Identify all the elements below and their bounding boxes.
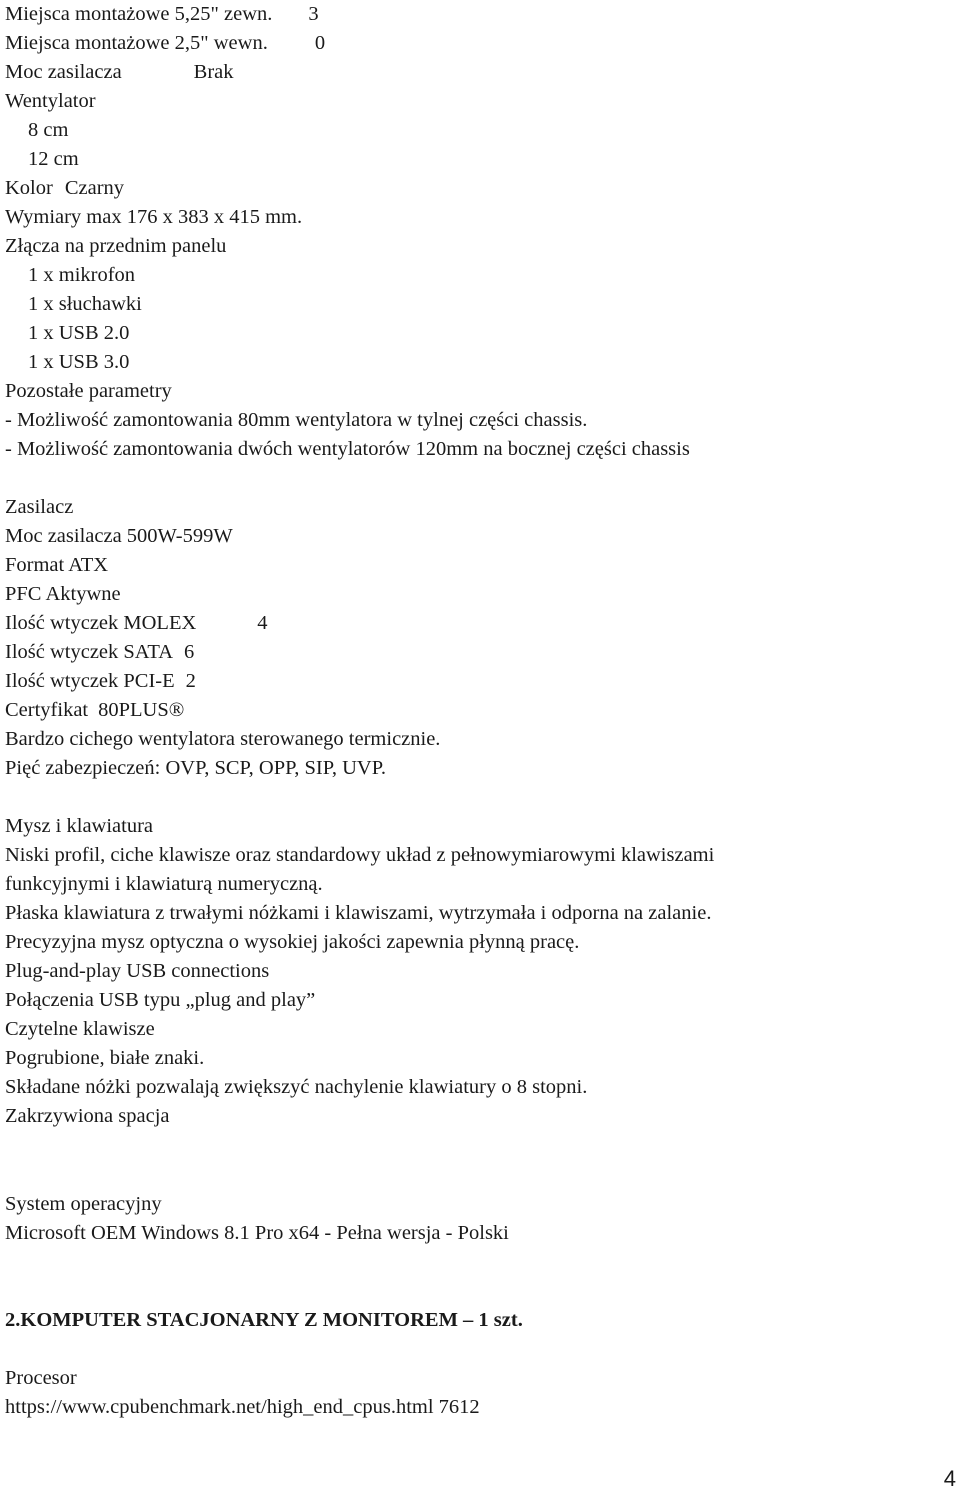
psu-certificate: Certyfikat 80PLUS® xyxy=(5,699,185,721)
keyboard-mouse-line: Czytelne klawisze xyxy=(5,1018,155,1040)
keyboard-mouse-line: Precyzyjna mysz optyczna o wysokiej jakości zapewnia płynną pracę. xyxy=(5,931,580,953)
spec-label-front-panel: Złącza na przednim panelu xyxy=(5,235,227,257)
spec-row-bays-25: Miejsca montażowe 2,5" wewn. 0 xyxy=(5,32,326,54)
os-value: Microsoft OEM Windows 8.1 Pro x64 - Pełna wersja - Polski xyxy=(5,1222,509,1244)
psu-fan: Bardzo cichego wentylatora sterowanego termicznie. xyxy=(5,728,441,750)
spec-item-fan: 8 cm xyxy=(28,119,69,141)
keyboard-mouse-line: Niski profil, ciche klawisze oraz standardowy układ z pełnowymiarowymi klawiszami xyxy=(5,844,715,866)
spec-label-other: Pozostałe parametry xyxy=(5,380,172,402)
page-number: 4 xyxy=(943,1466,956,1491)
spec-item-fan: 12 cm xyxy=(28,148,79,170)
spec-item-other: - Możliwość zamontowania 80mm wentylatora w tylnej części chassis. xyxy=(5,409,588,431)
psu-protections: Pięć zabezpieczeń: OVP, SCP, OPP, SIP, UVP. xyxy=(5,757,386,779)
section-heading-os: System operacyjny xyxy=(5,1193,162,1215)
psu-pfc: PFC Aktywne xyxy=(5,583,121,605)
psu-molex: Ilość wtyczek MOLEX 4 xyxy=(5,612,268,634)
spec-row-psu: Moc zasilacza Brak xyxy=(5,61,234,83)
spec-item-front-panel: 1 x słuchawki xyxy=(28,293,142,315)
spec-item-front-panel: 1 x USB 2.0 xyxy=(28,322,130,344)
cpu-benchmark: https://www.cpubenchmark.net/high_end_cpus.html 7612 xyxy=(5,1396,480,1418)
keyboard-mouse-line: Płaska klawiatura z trwałymi nóżkami i klawiszami, wytrzymała i odporna na zalanie. xyxy=(5,902,712,924)
keyboard-mouse-line: Połączenia USB typu „plug and play” xyxy=(5,989,316,1011)
psu-sata: Ilość wtyczek SATA 6 xyxy=(5,641,195,663)
spec-row-color: Kolor Czarny xyxy=(5,177,125,199)
section-title-computer: 2.KOMPUTER STACJONARNY Z MONITOREM – 1 szt. xyxy=(5,1309,523,1331)
spec-label-fan: Wentylator xyxy=(5,90,96,112)
section-heading-keyboard-mouse: Mysz i klawiatura xyxy=(5,815,154,837)
section-heading-power-supply: Zasilacz xyxy=(5,496,74,518)
keyboard-mouse-line: Pogrubione, białe znaki. xyxy=(5,1047,205,1069)
spec-item-other: - Możliwość zamontowania dwóch wentylatorów 120mm na bocznej części chassis xyxy=(5,438,690,460)
spec-row-bays-525: Miejsca montażowe 5,25" zewn. 3 xyxy=(5,3,319,25)
psu-pcie: Ilość wtyczek PCI-E 2 xyxy=(5,670,196,692)
spec-item-front-panel: 1 x mikrofon xyxy=(28,264,136,286)
keyboard-mouse-line: Plug-and-play USB connections xyxy=(5,960,270,982)
spec-dimensions: Wymiary max 176 x 383 x 415 mm. xyxy=(5,206,303,228)
spec-item-front-panel: 1 x USB 3.0 xyxy=(28,351,130,373)
keyboard-mouse-line: Zakrzywiona spacja xyxy=(5,1105,170,1127)
keyboard-mouse-line: Składane nóżki pozwalają zwiększyć nachylenie klawiatury o 8 stopni. xyxy=(5,1076,588,1098)
psu-format: Format ATX xyxy=(5,554,109,576)
keyboard-mouse-line: funkcyjnymi i klawiaturą numeryczną. xyxy=(5,873,323,895)
psu-power: Moc zasilacza 500W-599W xyxy=(5,525,233,547)
section-heading-cpu: Procesor xyxy=(5,1367,77,1389)
